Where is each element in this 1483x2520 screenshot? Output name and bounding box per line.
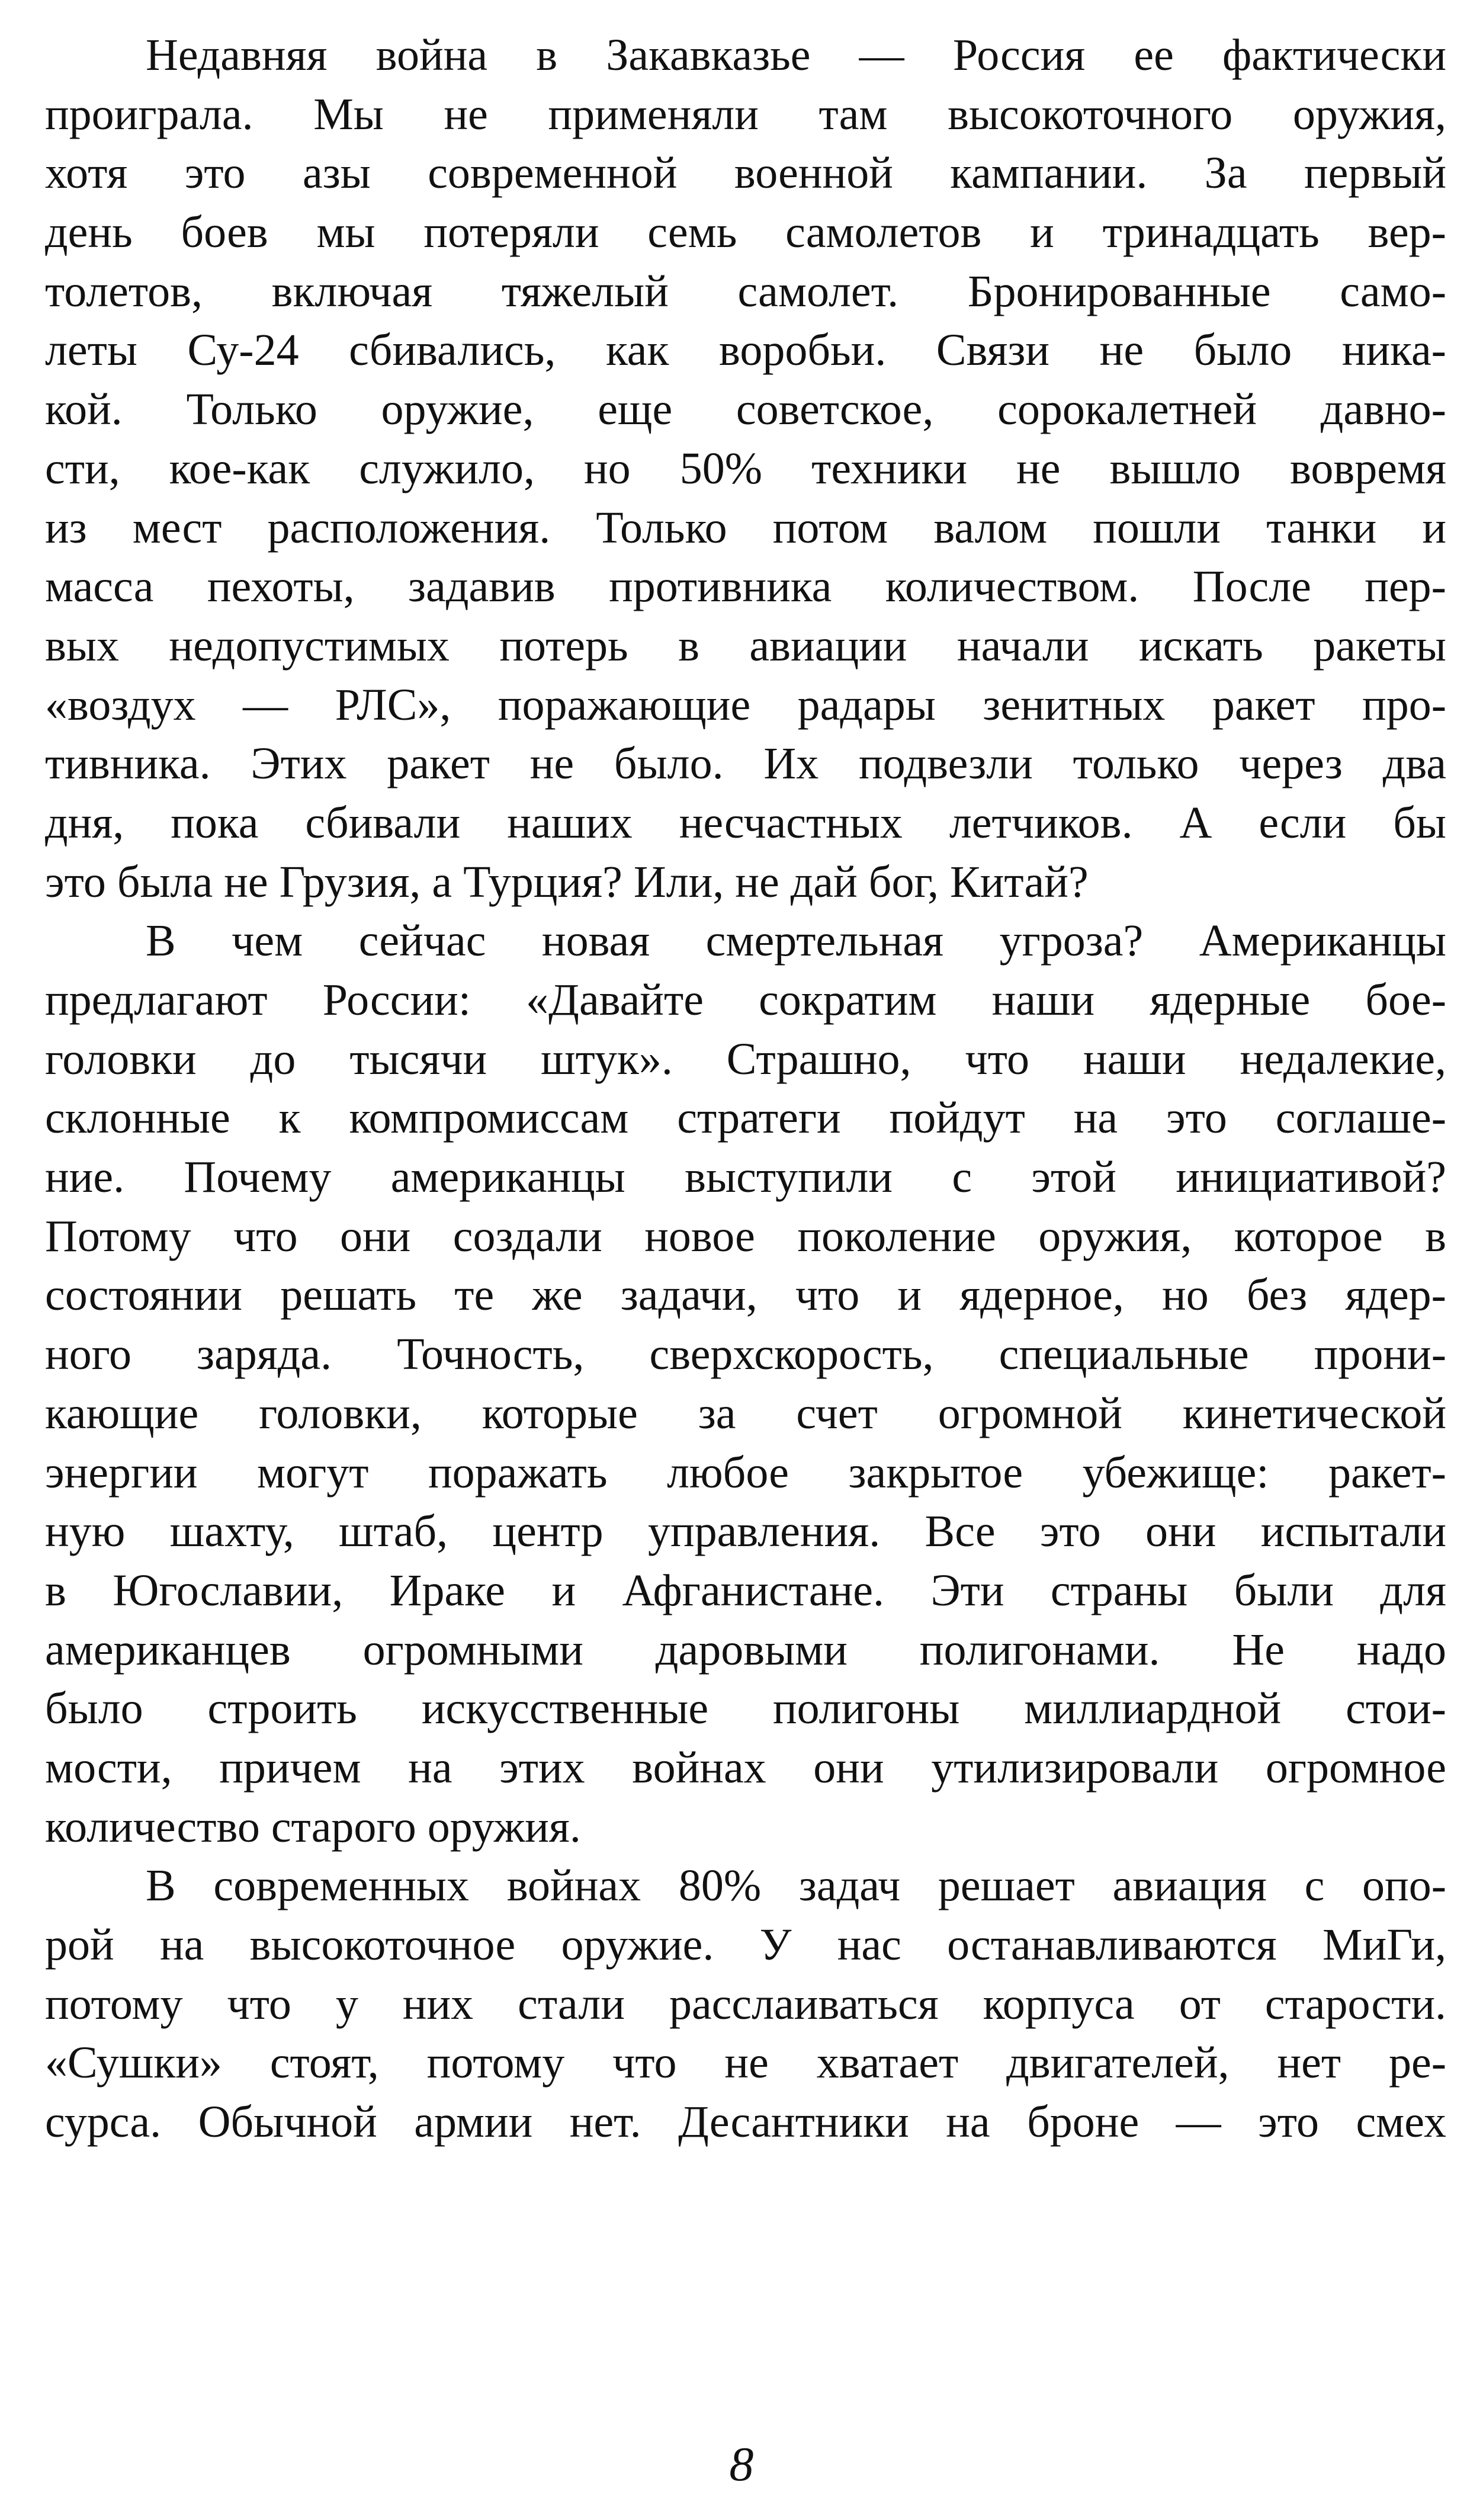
text-line: это была не Грузия, а Турция? Или, не дай бог, Китай? bbox=[45, 857, 1089, 907]
text-line: количество старого оружия. bbox=[45, 1801, 581, 1852]
text-line: из мест расположения. Только потом валом пошли танки и bbox=[45, 502, 1446, 553]
text-line: в Югославии, Ираке и Афганистане. Эти страны были для bbox=[45, 1565, 1446, 1615]
text-line: головки до тысячи штук». Страшно, что наши недалекие, bbox=[45, 1034, 1446, 1084]
text-line: потому что у них стали расслаиваться корпуса от старости. bbox=[45, 1979, 1446, 2029]
page-number: 8 bbox=[729, 2437, 754, 2491]
text-line: предлагают России: «Давайте сократим наши ядерные бое- bbox=[45, 975, 1446, 1025]
text-line: было строить искусственные полигоны миллиардной стои- bbox=[45, 1684, 1446, 1734]
text-line: проиграла. Мы не применяли там высокоточного оружия, bbox=[45, 89, 1446, 139]
text-line: ного заряда. Точность, сверхскорость, специальные прони- bbox=[45, 1329, 1446, 1380]
text-line: склонные к компромиссам стратеги пойдут на это соглаше- bbox=[45, 1093, 1446, 1143]
text-line: хотя это азы современной военной кампании. За первый bbox=[45, 148, 1446, 198]
text-line: сти, кое-как служило, но 50% техники не вышло вовремя bbox=[45, 443, 1446, 493]
text-line: состоянии решать те же задачи, что и ядерное, но без ядер- bbox=[45, 1270, 1446, 1320]
text-line: кающие головки, которые за счет огромной кинетической bbox=[45, 1388, 1446, 1438]
text-line: кой. Только оружие, еще советское, сорокалетней давно- bbox=[45, 384, 1446, 435]
text-line: тивника. Этих ракет не было. Их подвезли только через два bbox=[45, 739, 1446, 789]
text-line: толетов, включая тяжелый самолет. Бронированные само- bbox=[45, 266, 1446, 316]
text-line: вых недопустимых потерь в авиации начали искать ракеты bbox=[45, 620, 1446, 671]
text-line: дня, пока сбивали наших несчастных летчиков. А если бы bbox=[45, 797, 1446, 848]
text-line: Недавняя война в Закавказье — Россия ее фактически bbox=[146, 30, 1446, 80]
text-line: ние. Почему американцы выступили с этой инициативой? bbox=[45, 1152, 1446, 1203]
text-line: американцев огромными даровыми полигонами. Не надо bbox=[45, 1624, 1446, 1675]
text-line: Потому что они создали новое поколение оружия, которое в bbox=[45, 1211, 1446, 1261]
text-line: «воздух — РЛС», поражающие радары зенитных ракет про- bbox=[45, 679, 1446, 730]
text-line: «Сушки» стоят, потому что не хватает двигателей, нет ре- bbox=[45, 2038, 1446, 2088]
text-line: день боев мы потеряли семь самолетов и тринадцать вер- bbox=[45, 207, 1446, 258]
text-line: энергии могут поражать любое закрытое убежище: ракет- bbox=[45, 1447, 1446, 1498]
text-line: мости, причем на этих войнах они утилизировали огромное bbox=[45, 1742, 1446, 1793]
text-line: ную шахту, штаб, центр управления. Все это они испытали bbox=[45, 1506, 1446, 1557]
body-text bbox=[45, 26, 1446, 2325]
text-line: масса пехоты, задавив противника количеством. После пер- bbox=[45, 562, 1446, 612]
text-line: рой на высокоточное оружие. У нас останавливаются МиГи, bbox=[45, 1920, 1446, 1970]
text-line: сурса. Обычной армии нет. Десантники на броне — это смех bbox=[45, 2097, 1446, 2147]
text-line: В современных войнах 80% задач решает авиация с опо- bbox=[146, 1861, 1446, 1911]
text-line: леты Су-24 сбивались, как воробьи. Связи не было ника- bbox=[45, 325, 1446, 376]
text-line: В чем сейчас новая смертельная угроза? Американцы bbox=[146, 916, 1446, 966]
